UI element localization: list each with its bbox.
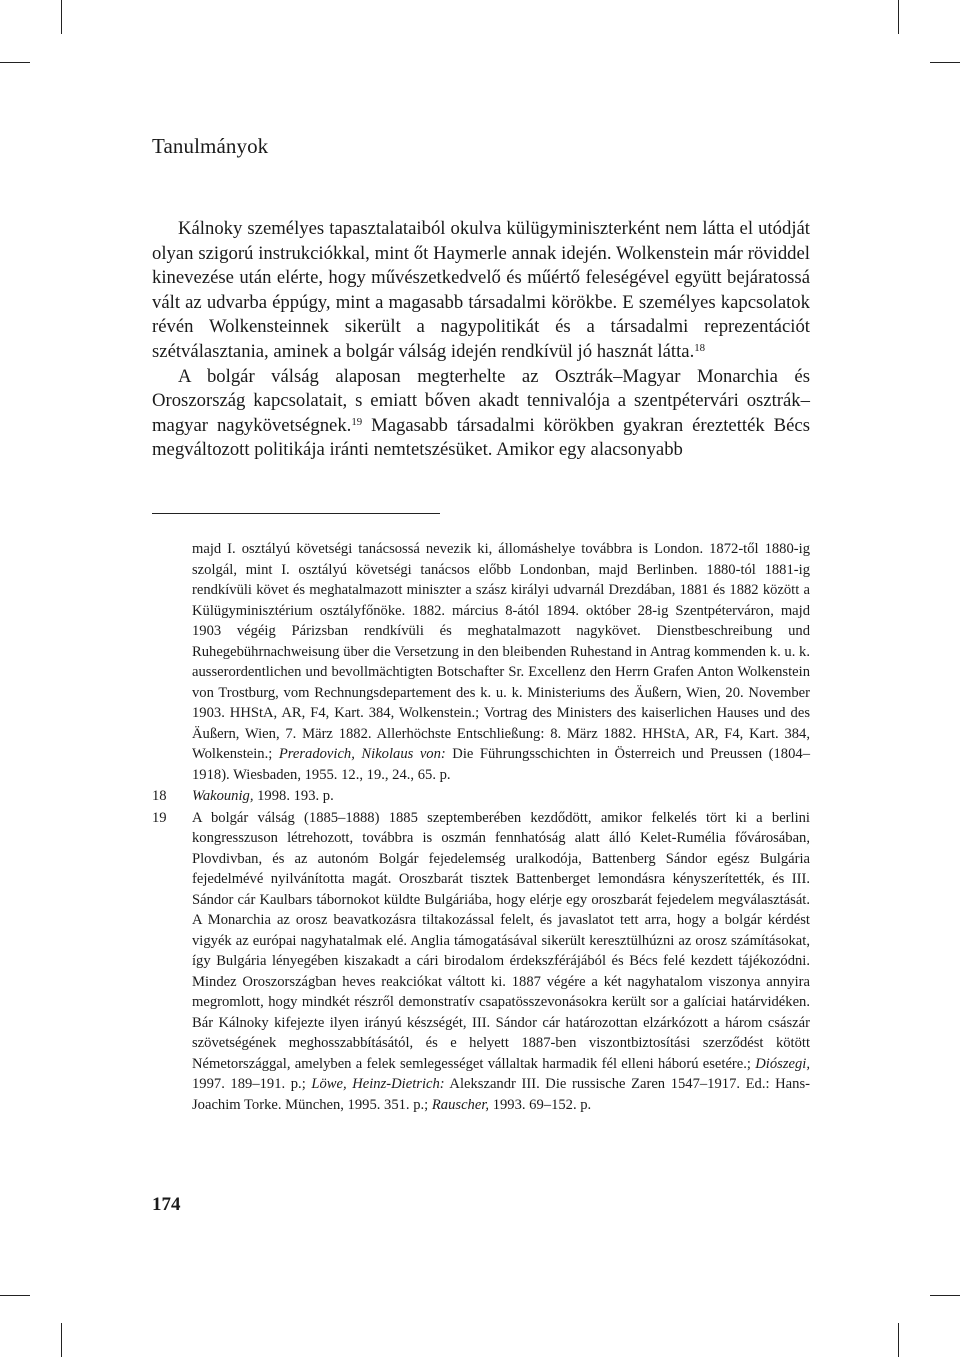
footnote-number: 18 xyxy=(152,788,167,804)
footnote-number: 19 xyxy=(152,809,167,826)
paragraph-1 xyxy=(152,217,810,365)
footnote-continuation-text-b: Die Führungsschichten in Österreich und Preussen (1804–1918). Wiesbaden, 1955. 12., 19., 24., 65. p. xyxy=(192,746,810,783)
footnote-19-author-3: Rauscher, xyxy=(431,1096,490,1113)
crop-mark xyxy=(61,0,62,34)
paragraph-2-text-a: A bolgár válság alaposan megterhelte az Osztrák–Magyar Monarchia és Oroszország kapcsolatait, s emiatt bőven akadt tennivalója a szentpétervári osztrák–magyar nagykövetségnek. xyxy=(152,365,810,436)
footnotes xyxy=(152,539,810,1115)
footnote-continuation-text-a: majd I. osztályú követségi tanácsossá nevezik ki, állomáshelye továbbra is London. 1872-től 1880-ig szolgál, mint I. osztályú követségi tanácsos előbb Londonban, majd Berlinben. 1880-tól 1881-ig rendkívüli követ és meghatalmazott miniszter a szász királyi udvarnál Drezdában, 1881 és 1882 között a Külügyminisztérium osztályfőnöke. 1882. március 8-ától 1894. október 28-ig Szentpéterváron, majd 1903 végéig Párizsban rendkívüli és meghatalmazott nagykövet. Dienstbeschreibung und Ruhegebührnachweisung über die Versetzung in den bleibenden Ruhestand in Antrag kommenden k. u. k. ausserordentlichen und bevollmächtigten Botschafter Sr. Excellenz den Herrn Grafen Anton Wolkenstein von Trostburg, vom Rechnungsdepartement des k. u. k. Ministeriums des Äußern, Wien, 20. November 1903. HHStA, AR, F4, Kart. 384, Wolkenstein.; Vortrag des Ministers des kaiserlichen Hauses und des Äußern, Wien, 7. März 1882. Allerhöchste Entschließung: 8. März 1882. HHStA, AR, F4, Kart. 384, Wolkenstein.; xyxy=(192,541,810,762)
footnote-19-text-c: Alekszandr III. Die russische Zaren 1547–1917. Ed.: Hans-Joachim Torke. München, 1995. 351. p.; xyxy=(192,1076,810,1113)
footnote-18-author: Wakounig, xyxy=(192,788,254,804)
paragraph-2 xyxy=(152,365,810,463)
footnote-18 xyxy=(152,786,810,807)
crop-mark xyxy=(61,1323,62,1357)
footnote-19-text-a: A bolgár válság (1885–1888) 1885 szeptemberében kezdődött, amikor felkelés tört ki a berlini kongresszuson létrehozott, továbbra is oszmán fennhatóság alatt álló Kelet-Rumélia fővárosában, Plovdivban, és az autonóm Bolgár fejedelemség uralkodója, Battenberg Sándor egész Bulgária fejedelmévé nyilvánította magát. Oroszbarát tisztek Battenberget lemondásra kényszerítették, és III. Sándor cár Kaulbars tábornokot küldte Bulgáriába, hogy elérje egy oroszbarát fejedelem megválasztását. A Monarchia az orosz beavatkozásra tiltakozással felelt, és javaslatot tett arra, hogy a bolgár kérdést vigyék az európai nagyhatalmak elé. Anglia támogatásával sikerült keresztülhúzni az orosz számításokat, így Bulgária lényegében kiszakadt a cári birodalom érdekszférájából és Bécs felé kezdett tájékozódni. Mindez Oroszországban heves reakciókat váltott ki. 1887 végére a két nagyhatalom viszonya annyira megromlott, hogy mindkét részről demonstratív csapatösszevonásokra került sor a galíciai határvidéken. Bár Kálnoky kifejezte ilyen irányú készségét, III. Sándor cár határozottan elzárkózott a három császár szövetségének meghosszabbításától, és e helyett 1887-ben viszontbiztosítási szerződést kötött Németországgal, amelyben a felek semlegességet vállaltak harmadik fél elleni háború esetére.; xyxy=(192,809,810,1072)
footnote-continuation-author: Preradovich, Nikolaus von: xyxy=(278,746,446,762)
crop-mark xyxy=(0,1295,30,1296)
main-body xyxy=(152,217,810,463)
footnote-separator xyxy=(152,513,440,514)
running-header: Tanulmányok xyxy=(152,134,269,158)
page-number: 174 xyxy=(152,1194,181,1215)
footnote-continuation xyxy=(152,539,810,785)
crop-mark xyxy=(0,62,30,63)
footnote-19-author-1: Diószegi, xyxy=(755,1055,810,1072)
footnote-ref-19[interactable]: 19 xyxy=(351,415,363,428)
crop-mark xyxy=(930,1295,960,1296)
crop-mark xyxy=(898,1323,899,1357)
footnote-18-text: 1998. 193. p. xyxy=(253,788,334,804)
crop-mark xyxy=(930,62,960,63)
paragraph-2-text-b: Magasabb társadalmi körökben gyakran éreztették Bécs megváltozott politikája iránti nemtetszésüket. Amikor egy alacsonyabb xyxy=(152,414,810,461)
footnote-19 xyxy=(152,808,810,1116)
paragraph-1-text: Kálnoky személyes tapasztalataiból okulva külügyminiszterként nem látta el utódját olyan szigorú instrukciókkal, mint őt Haymerle annak idején. Wolkenstein már röviddel kinevezése után elérte, hogy művészetkedvelő és műértő feleségével együtt bejáratossá vált az udvarba éppúgy, mint a magasabb társadalmi körökbe. E személyes kapcsolatok révén Wolkensteinnek sikerült a nagypolitikát és a társadalmi reprezentációt szétválasztania, aminek a bolgár válság idején rendkívül jó hasznát látta. xyxy=(152,218,810,362)
crop-mark xyxy=(898,0,899,34)
footnote-19-text-d: 1993. 69–152. p. xyxy=(489,1096,592,1113)
footnote-19-author-2: Löwe, Heinz-Dietrich: xyxy=(311,1076,445,1092)
footnote-19-text-b: 1997. 189–191. p.; xyxy=(192,1076,312,1092)
footnote-ref-18[interactable]: 18 xyxy=(694,342,706,355)
